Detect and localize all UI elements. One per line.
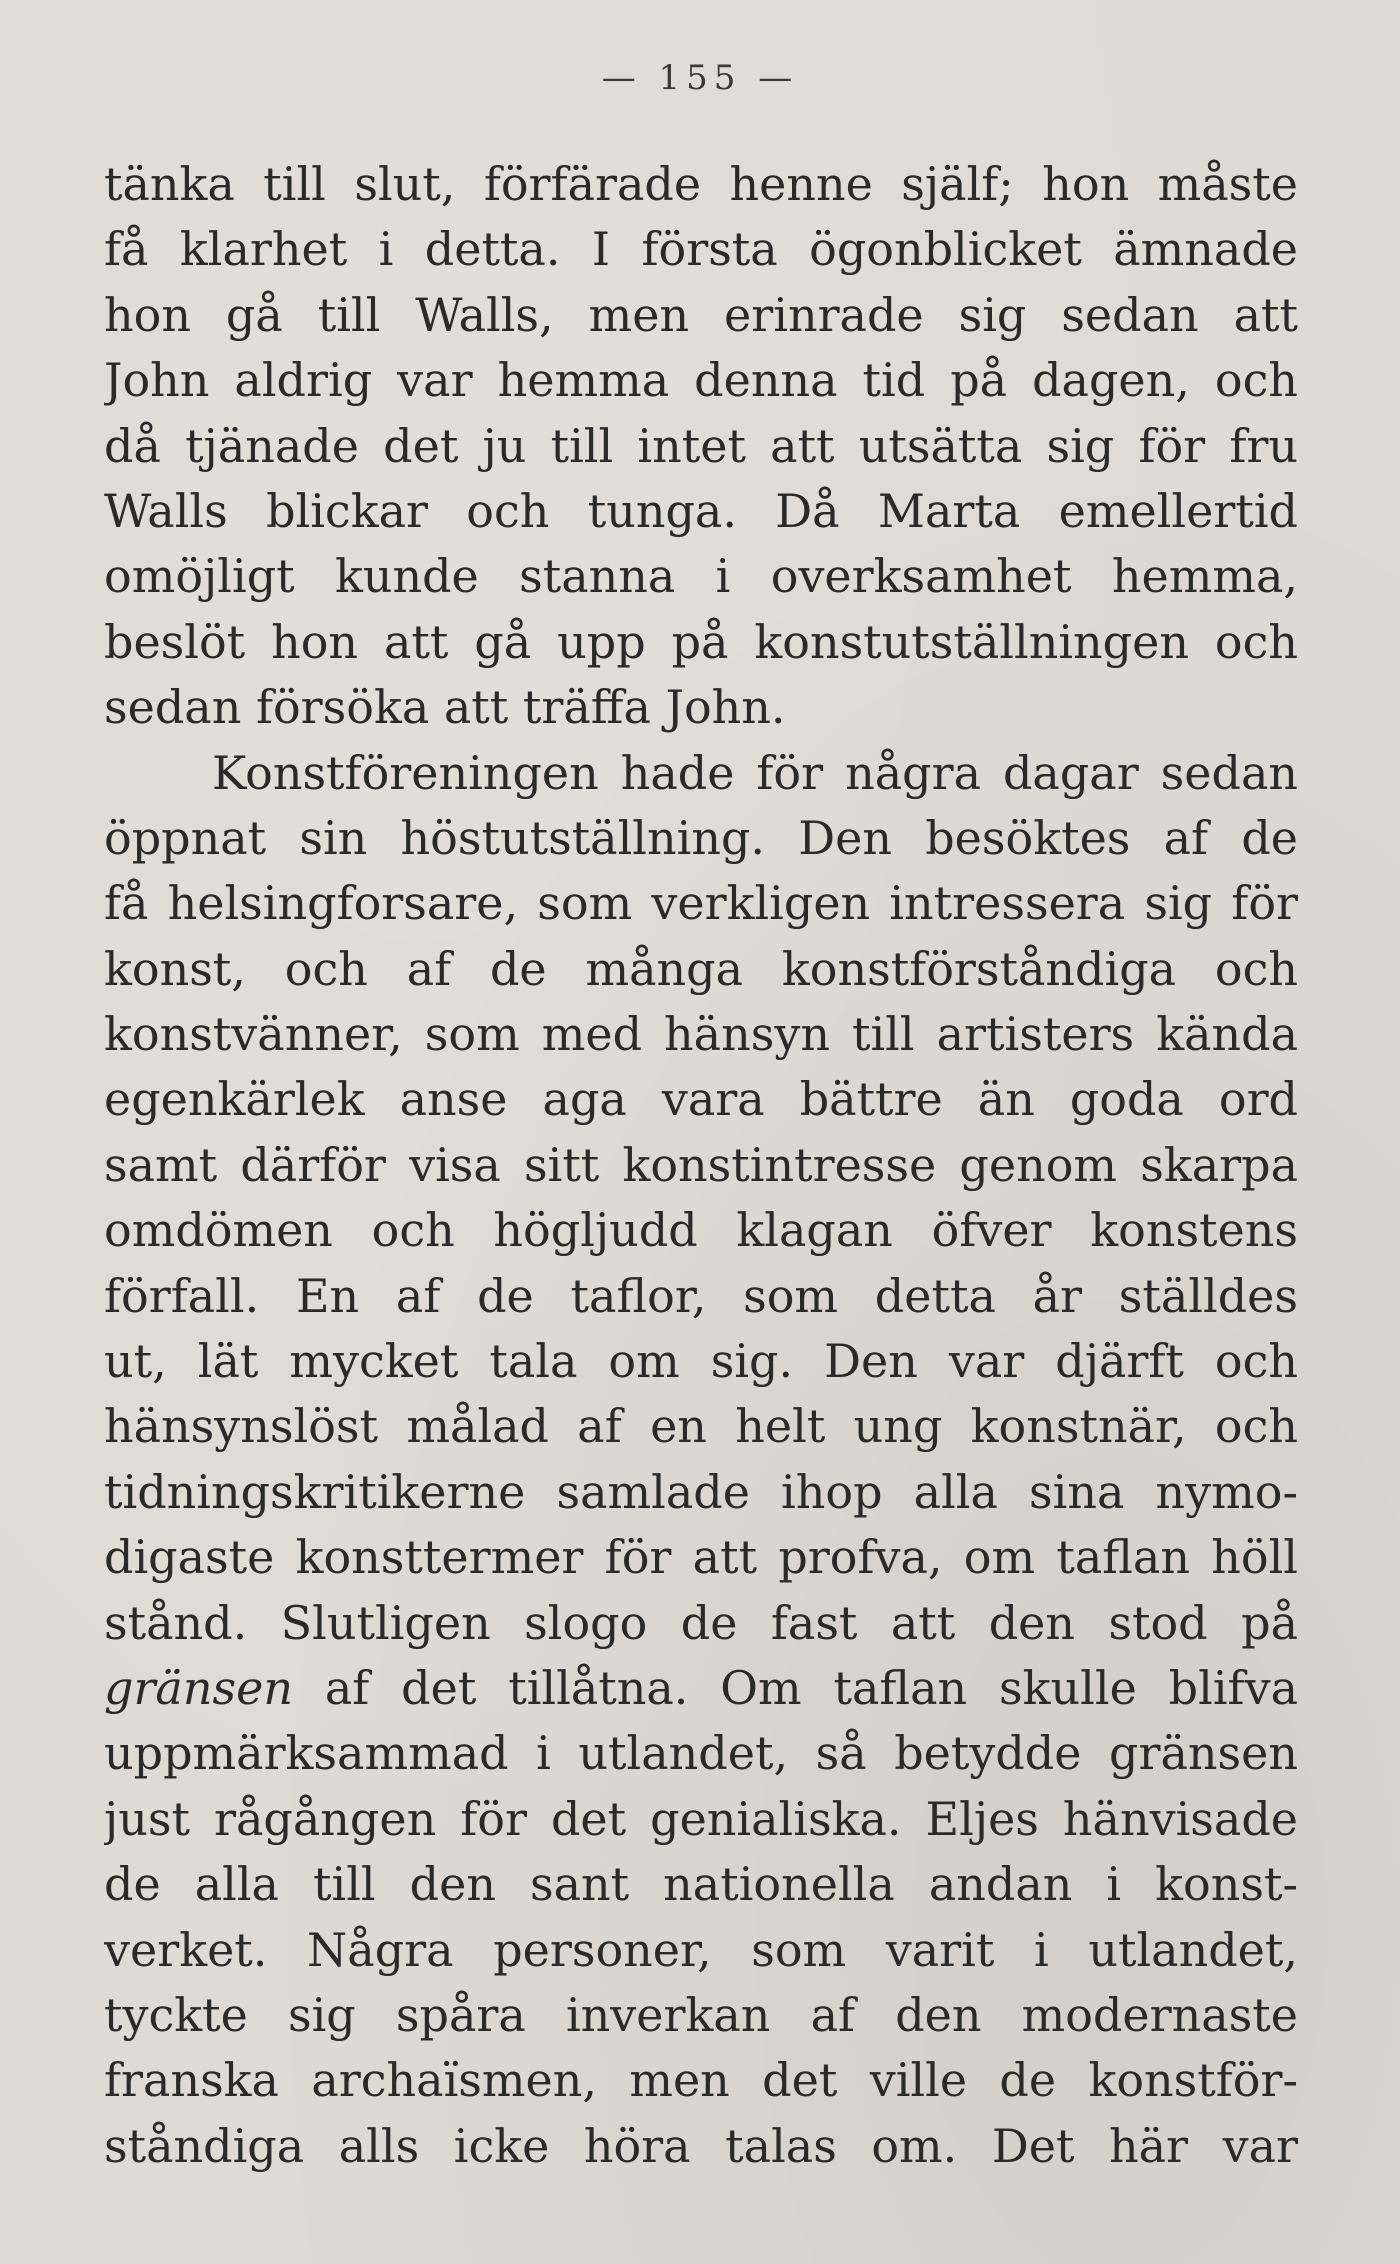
text-line: tyckte sig spåra inverkan af den modernaste (104, 1987, 1298, 2042)
text-line: franska archaïsmen, men det ville de konstför- (104, 2053, 1298, 2108)
text-line: hon gå till Walls, men erinrade sig sedan att (104, 287, 1298, 342)
text-line: verket. Några personer, som varit i utlandet, (104, 1922, 1298, 1977)
text-line: just rågången för det genialiska. Eljes hänvisade (104, 1791, 1298, 1846)
text-line: tänka till slut, förfärade henne själf; hon måste (104, 157, 1298, 211)
text-line: stånd. Slutligen slogo de fast att den stod på (104, 1595, 1298, 1650)
text-line: beslöt hon att gå upp på konstutställningen och (104, 614, 1298, 669)
body-text (104, 152, 1298, 2179)
text-line: egenkärlek anse aga vara bättre än goda ord (104, 1072, 1298, 1127)
text-line: omöjligt kunde stanna i overksamhet hemma, (104, 549, 1298, 604)
text-line: samt därför visa sitt konstintresse genom skarpa (104, 1137, 1298, 1192)
text-line: de alla till den sant nationella andan i konst- (104, 1857, 1298, 1912)
text-line: ståndiga alls icke höra talas om. Det här var (104, 2118, 1298, 2173)
text-line: gränsen af det tillåtna. Om taflan skulle blifva (104, 1660, 1298, 1715)
text-line: ut, lät mycket tala om sig. Den var djärft och (104, 1334, 1298, 1389)
text-line: få helsingforsare, som verkligen intressera sig för (104, 876, 1298, 931)
text-line: hänsynslöst målad af en helt ung konstnär, och (104, 1399, 1298, 1454)
text-line: digaste konsttermer för att profva, om taflan höll (104, 1530, 1298, 1585)
text-line: då tjänade det ju till intet att utsätta sig för fru (104, 418, 1298, 473)
text-line: omdömen och högljudd klagan öfver konstens (104, 1203, 1298, 1258)
italic-word: gränsen (104, 1660, 293, 1715)
text-line: John aldrig var hemma denna tid på dagen, och (104, 353, 1298, 408)
text-line: öppnat sin höstutställning. Den besöktes af de (104, 810, 1298, 865)
text-line: Walls blickar och tunga. Då Marta emellertid (104, 483, 1298, 538)
text-line: konstvänner, som med hänsyn till artisters kända (104, 1007, 1298, 1062)
text-line: tidningskritikerne samlade ihop alla sina nymo- (104, 1464, 1298, 1519)
text-line: uppmärksammad i utlandet, så betydde gränsen (104, 1726, 1298, 1781)
text-line: få klarhet i detta. I första ögonblicket ämnade (104, 222, 1298, 277)
text-line-paragraph-start: Konstföreningen hade för några dagar sedan (212, 745, 1298, 800)
text-line: förfall. En af de taflor, som detta år ställdes (104, 1268, 1298, 1323)
page-number: — 155 — (601, 58, 799, 98)
text-line: konst, och af de många konstförståndiga och (104, 941, 1298, 996)
text-line: sedan försöka att träffa John. (104, 680, 786, 735)
